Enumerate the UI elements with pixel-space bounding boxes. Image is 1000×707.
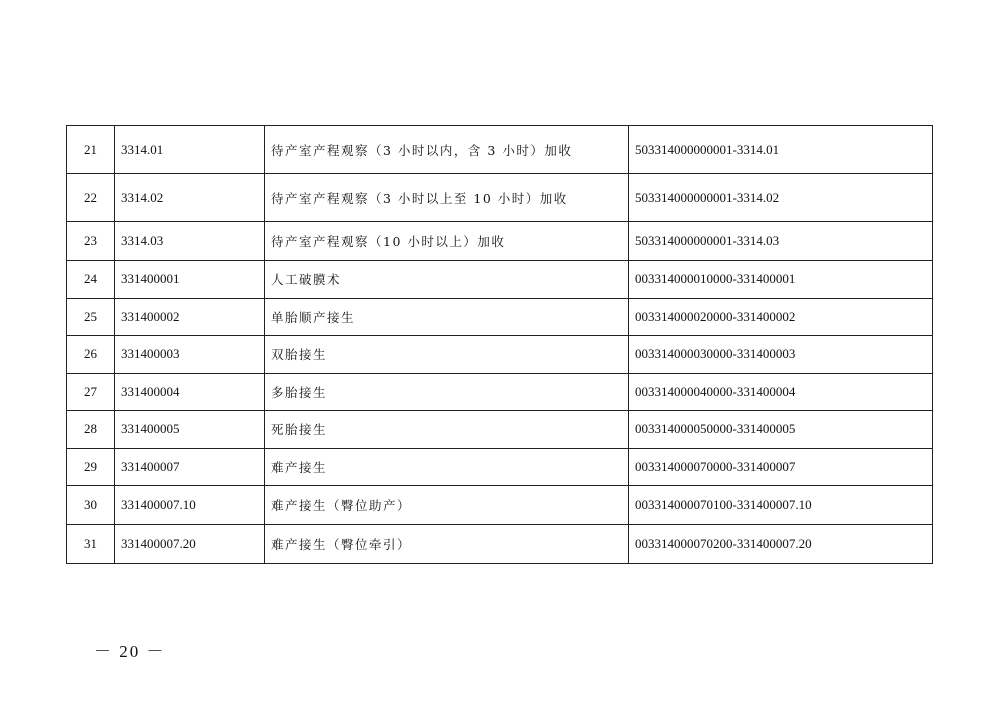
- fee-items-table: [66, 125, 933, 564]
- row-number: 27: [67, 373, 115, 411]
- item-id: 003314000020000-331400002: [629, 298, 933, 336]
- table-row: [67, 525, 933, 564]
- page-number: － 20 －: [94, 642, 166, 661]
- item-name: 死胎接生: [265, 411, 629, 449]
- item-name: 难产接生: [265, 448, 629, 486]
- item-code: 3314.01: [115, 126, 265, 174]
- item-name: 难产接生（臀位牵引）: [265, 525, 629, 564]
- item-id: 003314000070200-331400007.20: [629, 525, 933, 564]
- item-code: 331400007.20: [115, 525, 265, 564]
- item-code: 331400007.10: [115, 486, 265, 525]
- item-name: 多胎接生: [265, 373, 629, 411]
- table-row: [67, 261, 933, 299]
- item-code: 331400003: [115, 336, 265, 374]
- item-code: 3314.02: [115, 174, 265, 222]
- item-id: 003314000070000-331400007: [629, 448, 933, 486]
- row-number: 21: [67, 126, 115, 174]
- item-name: 人工破膜术: [265, 261, 629, 299]
- item-code: 331400007: [115, 448, 265, 486]
- row-number: 28: [67, 411, 115, 449]
- item-name: 双胎接生: [265, 336, 629, 374]
- table-row: [67, 174, 933, 222]
- item-name: 难产接生（臀位助产）: [265, 486, 629, 525]
- row-number: 24: [67, 261, 115, 299]
- item-code: 331400002: [115, 298, 265, 336]
- item-id: 003314000040000-331400004: [629, 373, 933, 411]
- row-number: 25: [67, 298, 115, 336]
- item-id: 003314000070100-331400007.10: [629, 486, 933, 525]
- item-name: 待产室产程观察（3 小时以内，含 3 小时）加收: [265, 126, 629, 174]
- row-number: 31: [67, 525, 115, 564]
- item-id: 503314000000001-3314.02: [629, 174, 933, 222]
- table-row: [67, 126, 933, 174]
- table-row: [67, 298, 933, 336]
- item-name: 单胎顺产接生: [265, 298, 629, 336]
- table-row: [67, 411, 933, 449]
- item-code: 331400001: [115, 261, 265, 299]
- table-row: [67, 336, 933, 374]
- row-number: 30: [67, 486, 115, 525]
- item-code: 331400005: [115, 411, 265, 449]
- row-number: 23: [67, 222, 115, 261]
- item-id: 503314000000001-3314.03: [629, 222, 933, 261]
- item-name: 待产室产程观察（10 小时以上）加收: [265, 222, 629, 261]
- item-code: 3314.03: [115, 222, 265, 261]
- item-id: 003314000010000-331400001: [629, 261, 933, 299]
- item-name: 待产室产程观察（3 小时以上至 10 小时）加收: [265, 174, 629, 222]
- row-number: 22: [67, 174, 115, 222]
- item-id: 503314000000001-3314.01: [629, 126, 933, 174]
- table-row: [67, 373, 933, 411]
- item-id: 003314000050000-331400005: [629, 411, 933, 449]
- row-number: 29: [67, 448, 115, 486]
- item-id: 003314000030000-331400003: [629, 336, 933, 374]
- row-number: 26: [67, 336, 115, 374]
- item-code: 331400004: [115, 373, 265, 411]
- table-row: [67, 448, 933, 486]
- table-row: [67, 222, 933, 261]
- table-row: [67, 486, 933, 525]
